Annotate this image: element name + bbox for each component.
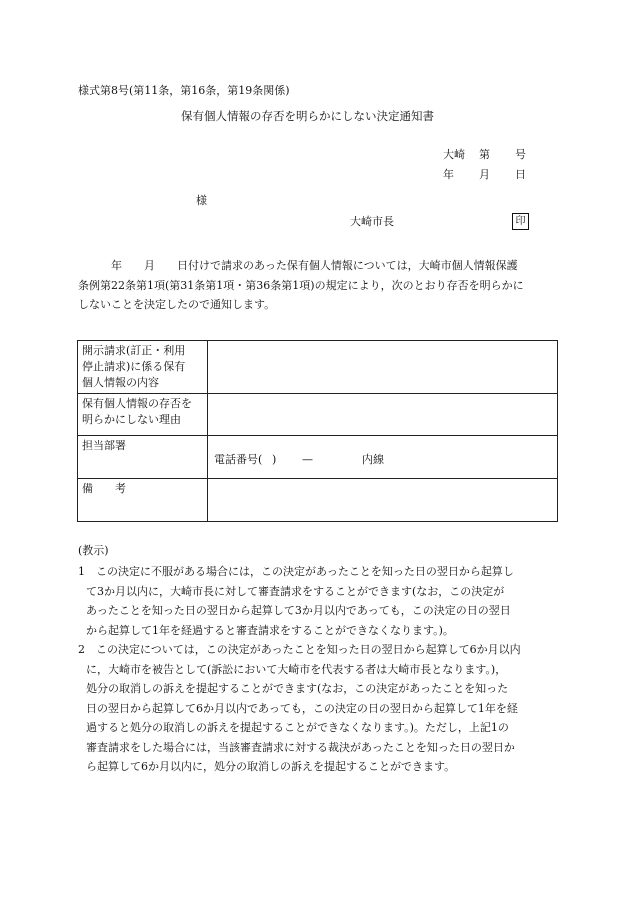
info-table (77, 340, 558, 522)
note-line: に，大崎市を被告として(訴訟において大崎市を代表する者は大崎市長となります。)， (86, 662, 507, 676)
table-row-remarks (78, 479, 558, 522)
date-day: 日 (515, 168, 526, 181)
note-line: 過すると処分の取消しの訴えを提起することができなくなります。)。ただし，上記1の (86, 721, 509, 734)
body-line: しないことを決定したので通知します。 (78, 298, 276, 311)
note-line: あったことを知った日の翌日から起算して3か月以内であっても，この決定の日の翌日 (86, 604, 511, 617)
reason-value-cell (208, 394, 558, 436)
content-label-cell (78, 341, 208, 394)
note-line: て3か月以内に，大崎市長に対して審査請求をすることができます(なお，この決定が (86, 584, 505, 598)
content-label-line: 個人情報の内容 (82, 376, 159, 389)
page-title: 保有個人情報の存否を明らかにしない決定通知書 (181, 109, 434, 123)
table-row-department (78, 436, 558, 479)
note-line: 処分の取消しの訴えを提起することができます(なお，この決定があったことを知った (86, 682, 509, 695)
reason-label-line: 明らかにしない理由 (82, 413, 181, 426)
note-line: ら起算して6か月以内に，処分の取消しの訴えを提起することができます。 (86, 760, 456, 773)
document-number (443, 149, 527, 160)
document-date (443, 169, 527, 180)
instruction-note-2 (78, 640, 558, 777)
phone-line (212, 452, 553, 468)
doc-number-dai: 第 (479, 148, 490, 161)
doc-number-go: 号 (515, 148, 526, 161)
instruction-title: (教示) (78, 544, 109, 557)
reason-label-cell (78, 394, 208, 436)
date-month: 月 (479, 168, 490, 181)
phone-extension: 内線 (362, 453, 384, 466)
recipient-honorific: 様 (196, 194, 207, 207)
remarks-label-cell (78, 479, 208, 522)
remarks-label: 備 考 (82, 482, 126, 495)
reason-label-line: 保有個人情報の存否を (82, 397, 192, 410)
phone-dash: — (302, 453, 313, 466)
department-value-cell (208, 436, 558, 479)
table-row-reason (78, 394, 558, 436)
note-line: 審査請求をした場合には，当該審査請求に対する裁決があったことを知った日の翌日か (86, 740, 515, 754)
doc-number-prefix: 大崎 (443, 148, 465, 161)
date-year: 年 (443, 168, 454, 181)
body-paragraph (78, 256, 558, 315)
seal-stamp: 印 (512, 213, 529, 230)
content-label-line: 停止請求)に係る保有 (82, 360, 186, 373)
form-number: 様式第8号(第11条，第16条，第19条関係) (78, 84, 290, 97)
content-label-line: 開示請求(訂正・利用 (82, 344, 186, 357)
note-line: 日の翌日から起算して6か月以内であっても，この決定の日の翌日から起算して1年を経 (86, 701, 518, 715)
department-label-cell (78, 436, 208, 479)
phone-label: 電話番号( (214, 453, 263, 466)
issuer-name: 大崎市長 (350, 215, 394, 228)
note-line: 2 この決定については，この決定があったことを知った日の翌日から起算して6か月以内 (78, 643, 521, 656)
body-line: 条例第22条第1項(第31条第1項・第36条第1項)の規定により，次のとおり存否を明らかに (78, 278, 524, 292)
content-value-cell (208, 341, 558, 394)
phone-close: ) (272, 453, 277, 466)
department-label: 担当部署 (82, 439, 126, 452)
body-line: 年 月 日付けで請求のあった保有個人情報については，大崎市個人情報保護 (78, 259, 518, 272)
table-row-content (78, 341, 558, 394)
instruction-note-1 (78, 562, 558, 640)
note-line: 1 この決定に不服がある場合には，この決定があったことを知った日の翌日から起算し (78, 565, 514, 578)
remarks-value-cell (208, 479, 558, 522)
note-line: から起算して1年を経過すると審査請求をすることができなくなります。)。 (86, 623, 454, 637)
